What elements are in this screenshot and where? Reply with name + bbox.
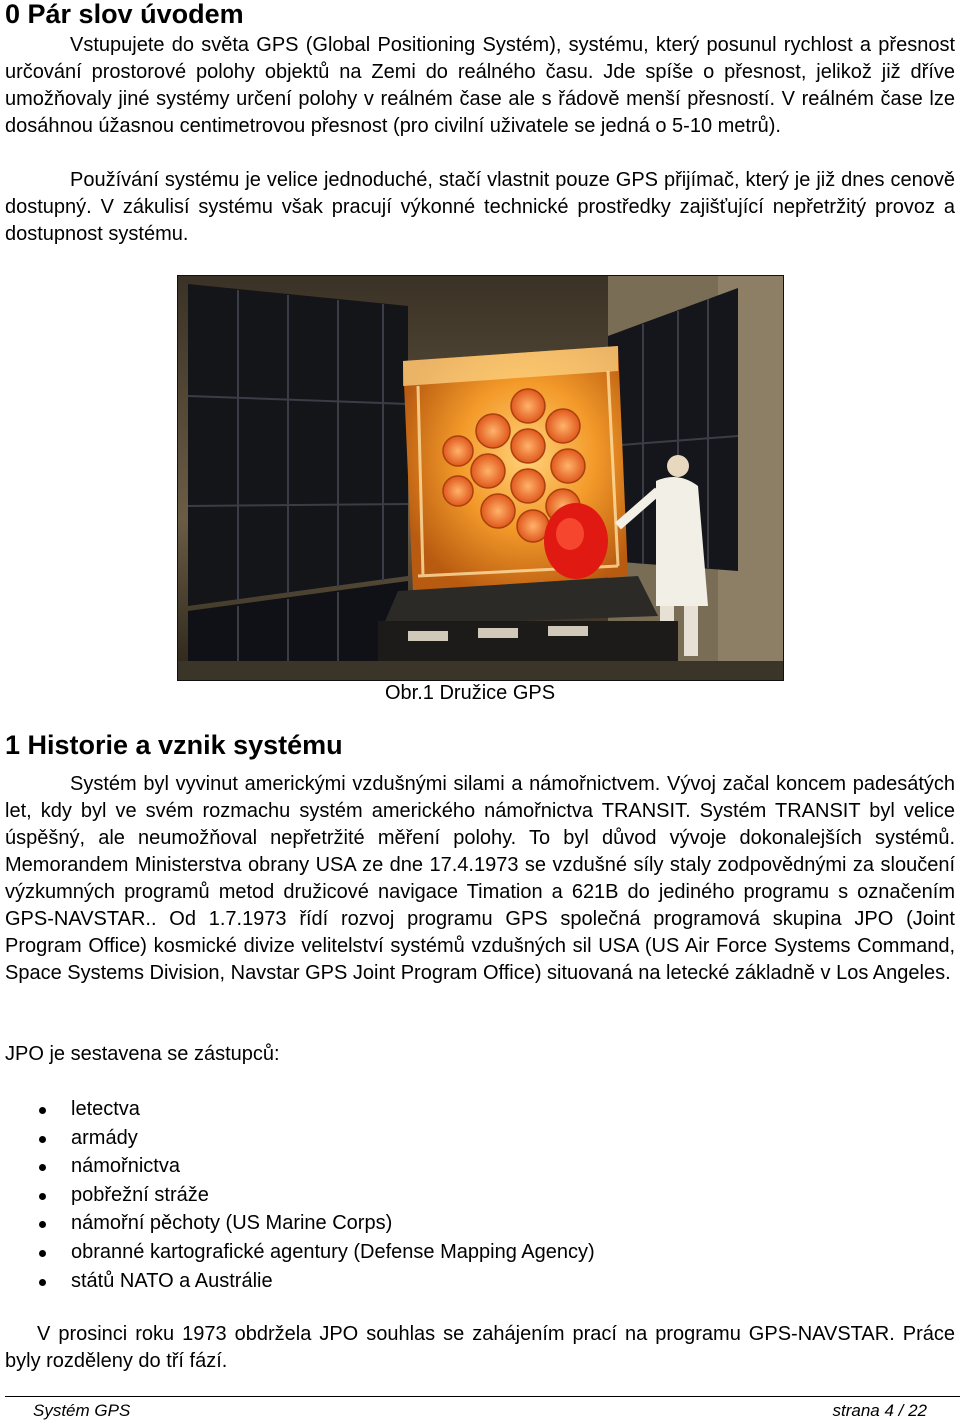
intro-paragraph-1: Vstupujete do světa GPS (Global Positioning Systém), systému, který posunul rychlost a přesnost určování prostorové polohy objektů na Zemi do reálného času. Jde spíše o přesnost, jelikož již dříve umožňovaly jiné systémy určení polohy v reálném čase ale s řádově menší přesností. V reálném čase lze dosáhnou úžasnou centimetrovou přesnost (pro civilní uživatele se jedná o 5-10 metrů).	[5, 34, 955, 137]
bullet-icon	[39, 1136, 46, 1143]
bullet-icon	[39, 1279, 46, 1286]
figure-caption: Obr.1 Družice GPS	[385, 682, 556, 704]
section-heading-intro: 0 Pár slov úvodem	[5, 0, 244, 29]
footer-page-number: strana 4 / 22	[832, 1401, 927, 1420]
gps-satellite-photo	[177, 275, 784, 681]
list-item: pobřežní stráže	[5, 1181, 595, 1210]
bullet-icon	[39, 1250, 46, 1257]
list-item: letectva	[5, 1095, 595, 1124]
list-item: námořní pěchoty (US Marine Corps)	[5, 1209, 595, 1238]
section-heading-history: 1 Historie a vznik systému	[5, 730, 343, 760]
list-item: států NATO a Austrálie	[5, 1267, 595, 1296]
bullet-icon	[39, 1107, 46, 1114]
history-paragraph-3: V prosinci roku 1973 obdržela JPO souhlas se zahájením prací na programu GPS-NAVSTAR. Práce byly rozděleny do tří fází.	[5, 1323, 955, 1372]
list-item: obranné kartografické agentury (Defense Mapping Agency)	[5, 1238, 595, 1267]
history-paragraph-2: JPO je sestavena se zástupců:	[5, 1043, 280, 1065]
bullet-icon	[39, 1221, 46, 1228]
history-paragraph-1: Systém byl vyvinut americkými vzdušnými silami a námořnictvem. Vývoj začal koncem padesátých let, kdy byl ve svém rozmachu systém amerického námořnictva TRANSIT. Systém TRANSIT byl velice úspěšný, ale neumožňoval nepřetržité měření polohy. To byl důvod vývoje dokonalejších systémů. Memorandem Ministerstva obrany USA ze dne 17.4.1973 se vzdušné síly staly zodpovědnými za sloučení výzkumných programů metod družicové navigace Timation a 621B do jediného programu s označením GPS-NAVSTAR.. Od 1.7.1973 řídí rozvoj programu GPS společná programová skupina JPO (Joint Program Office) kosmické divize velitelství systémů vzdušných sil USA (US Air Force Systems Command, Space Systems Division, Navstar GPS Joint Program Office) situovaná na letecké základně v Los Angeles.	[5, 773, 955, 984]
footer-document-title: Systém GPS	[33, 1401, 131, 1420]
list-item: armády	[5, 1124, 595, 1153]
bullet-icon	[39, 1193, 46, 1200]
bullet-icon	[39, 1164, 46, 1171]
list-item: námořnictva	[5, 1152, 595, 1181]
footer-divider	[5, 1396, 960, 1397]
representatives-list	[5, 1095, 595, 1295]
intro-paragraph-2: Používání systému je velice jednoduché, stačí vlastnit pouze GPS přijímač, který je již dnes cenově dostupný. V zákulisí systému však pracují výkonné technické prostředky zajišťující nepřetržitý provoz a dostupnost systému.	[5, 169, 955, 245]
